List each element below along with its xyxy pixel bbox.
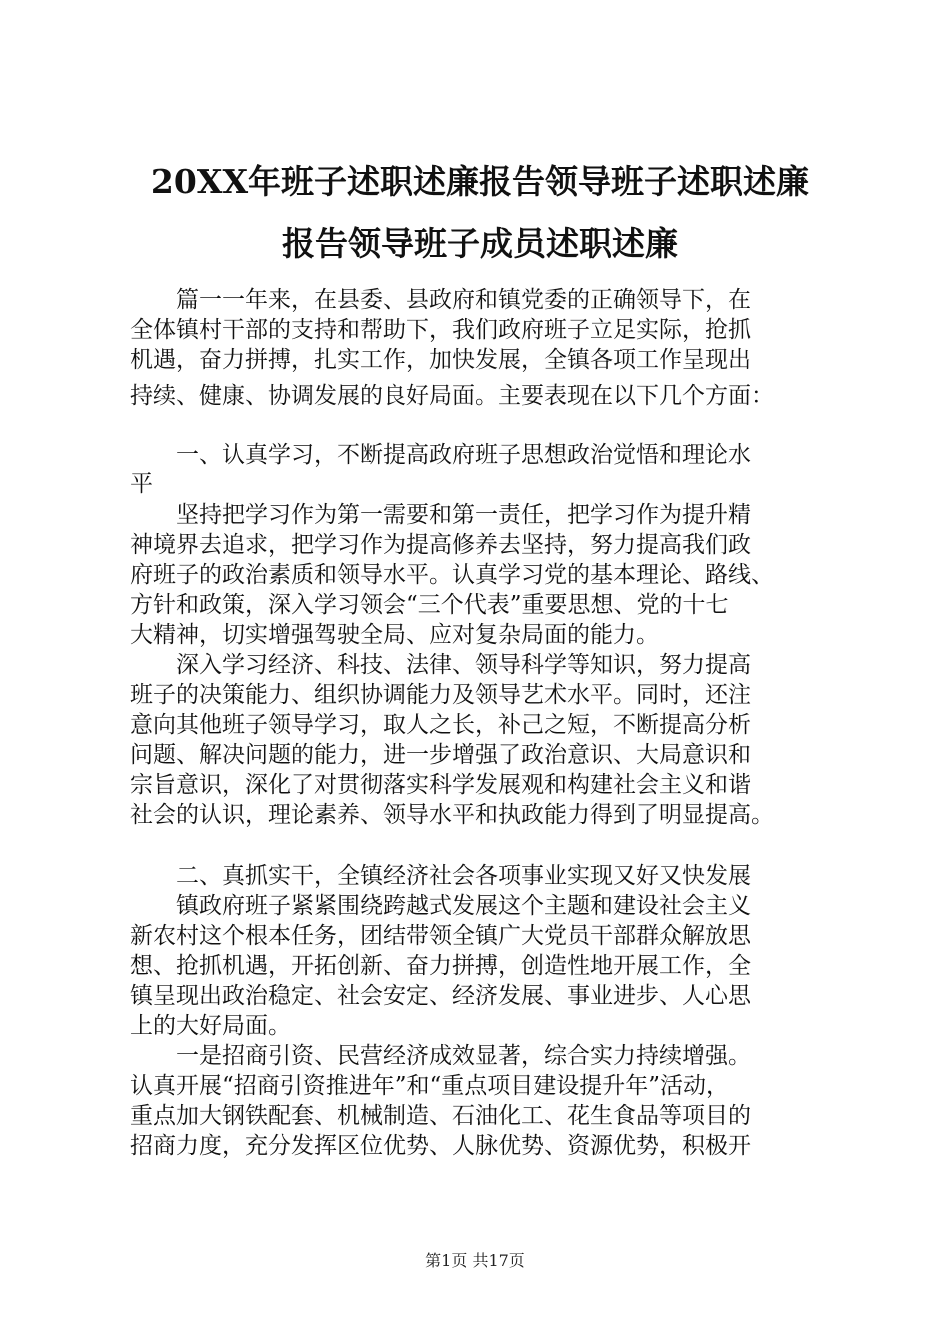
body-line: 问题、解决问题的能力，进一步增强了政治意识、大局意识和 (130, 742, 751, 768)
body-line: 持续、健康、协调发展的良好局面。主要表现在以下几个方面： (130, 383, 774, 409)
body-line: 全体镇村干部的支持和帮助下，我们政府班子立足实际，抢抓 (130, 317, 751, 343)
document-title-line-2: 报告领导班子成员述职述廉 (282, 224, 678, 263)
body-line: 平 (130, 471, 153, 497)
body-line: 府班子的政治素质和领导水平。认真学习党的基本理论、路线、 (130, 562, 774, 588)
body-line: 班子的决策能力、组织协调能力及领导艺术水平。同时，还注 (130, 682, 751, 708)
body-line: 上的大好局面。 (130, 1013, 291, 1039)
body-line: 重点加大钢铁配套、机械制造、石油化工、花生食品等项目的 (130, 1103, 751, 1129)
document-title-line-1: 20XX年班子述职述廉报告领导班子述职述廉 (150, 162, 810, 201)
body-line: 神境界去追求，把学习作为提高修养去坚持，努力提高我们政 (130, 532, 751, 558)
body-line: 一是招商引资、民营经济成效显著，综合实力持续增强。 (130, 1043, 751, 1069)
body-line: 机遇，奋力拼搏，扎实工作，加快发展，全镇各项工作呈现出 (130, 347, 751, 373)
body-line: 大精神，切实增强驾驶全局、应对复杂局面的能力。 (130, 622, 659, 648)
body-line: 社会的认识，理论素养、领导水平和执政能力得到了明显提高。 (130, 802, 774, 828)
body-line: 坚持把学习作为第一需要和第一责任，把学习作为提升精 (130, 502, 751, 528)
body-line: 意向其他班子领导学习，取人之长，补己之短，不断提高分析 (130, 712, 751, 738)
body-line: 篇一一年来，在县委、县政府和镇党委的正确领导下，在 (130, 287, 751, 313)
body-line: 二、真抓实干，全镇经济社会各项事业实现又好又快发展 (130, 863, 751, 889)
page-footer: 第1页 共17页 (425, 1251, 525, 1270)
body-line: 宗旨意识，深化了对贯彻落实科学发展观和构建社会主义和谐 (130, 772, 751, 798)
body-line: 认真开展“招商引资推进年”和“重点项目建设提升年”活动， (130, 1073, 730, 1099)
body-line: 镇政府班子紧紧围绕跨越式发展这个主题和建设社会主义 (130, 893, 751, 919)
body-line: 深入学习经济、科技、法律、领导科学等知识，努力提高 (130, 652, 751, 678)
body-line: 新农村这个根本任务，团结带领全镇广大党员干部群众解放思 (130, 923, 751, 949)
body-line: 镇呈现出政治稳定、社会安定、经济发展、事业进步、人心思 (130, 983, 751, 1009)
body-line: 一、认真学习，不断提高政府班子思想政治觉悟和理论水 (130, 442, 751, 468)
body-line: 招商力度，充分发挥区位优势、人脉优势、资源优势，积极开 (130, 1133, 751, 1159)
body-line: 方针和政策，深入学习领会“三个代表”重要思想、党的十七 (130, 592, 729, 618)
body-line: 想、抢抓机遇，开拓创新、奋力拼搏，创造性地开展工作，全 (130, 953, 751, 979)
